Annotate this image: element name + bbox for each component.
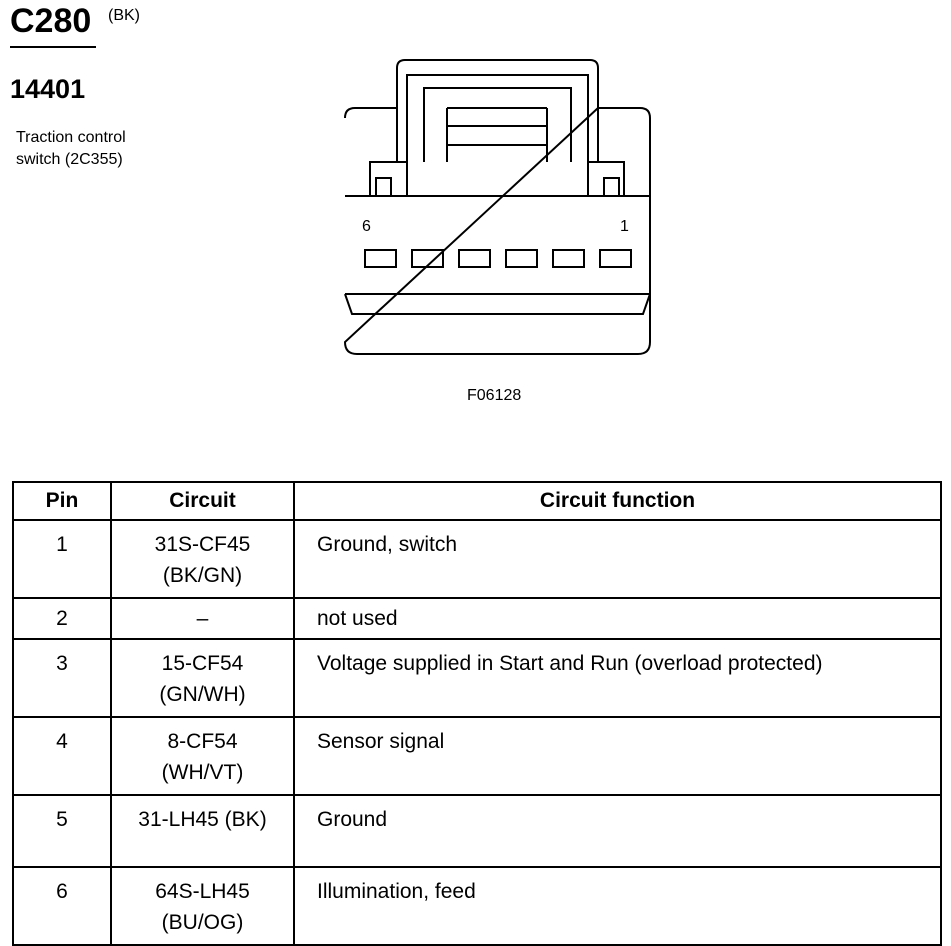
pin-label-6: 6: [362, 218, 371, 235]
circuit-number: 8-CF54: [167, 730, 238, 753]
pin-cell: 3: [13, 639, 111, 717]
pin-cell: 4: [13, 717, 111, 795]
pinout-table: [12, 481, 942, 946]
description-line-2: switch (2C355): [16, 151, 123, 168]
figure-reference: F06128: [467, 387, 522, 404]
description-line-1: Traction control: [16, 129, 126, 146]
header-circuit-function: Circuit function: [294, 482, 941, 520]
bottom-shroud: [345, 294, 650, 314]
circuit-number: 64S-LH45: [155, 880, 250, 903]
table-row: [13, 639, 941, 717]
circuit-number: 15-CF54: [161, 652, 244, 675]
circuit-cell: [111, 520, 294, 598]
function-cell: not used: [294, 598, 941, 639]
circuit-color: (BK/GN): [162, 564, 243, 587]
circuit-cell: [111, 598, 294, 639]
table-row: [13, 598, 941, 639]
header-pin: Pin: [13, 482, 111, 520]
circuit-cell: [111, 795, 294, 867]
pin-cell: 5: [13, 795, 111, 867]
circuit-cell: [111, 717, 294, 795]
circuit-cell: [111, 867, 294, 945]
table-row: [13, 717, 941, 795]
header-circuit: Circuit: [111, 482, 294, 520]
connector-color: (BK): [108, 7, 140, 24]
part-number: 14401: [10, 74, 86, 104]
table-row: [13, 795, 941, 867]
circuit-number: 31-LH45 (BK): [138, 808, 267, 831]
circuit-color: (BU/OG): [161, 911, 244, 934]
pin-cavity-2: [553, 250, 584, 267]
circuit-color: (GN/WH): [159, 683, 246, 706]
circuit-number: 31S-CF45: [154, 533, 251, 556]
circuit-color: (WH/VT): [161, 761, 244, 784]
pin-cell: 1: [13, 520, 111, 598]
circuit-cell: [111, 639, 294, 717]
pin-cell: 6: [13, 867, 111, 945]
pin-cavity-4: [459, 250, 490, 267]
function-cell: Sensor signal: [294, 717, 941, 795]
function-cell: Ground, switch: [294, 520, 941, 598]
function-cell: Illumination, feed: [294, 867, 941, 945]
pin-cavity-3: [506, 250, 537, 267]
table-header-row: [13, 482, 941, 520]
function-cell: Voltage supplied in Start and Run (overload protected): [294, 639, 941, 717]
table-row: [13, 867, 941, 945]
pin-cavity-6: [365, 250, 396, 267]
pin-label-1: 1: [620, 218, 629, 235]
circuit-number: –: [196, 607, 209, 630]
pin-cavity-1: [600, 250, 631, 267]
connector-id: C280: [10, 2, 92, 40]
function-cell: Ground: [294, 795, 941, 867]
table-row: [13, 520, 941, 598]
pin-cell: 2: [13, 598, 111, 639]
